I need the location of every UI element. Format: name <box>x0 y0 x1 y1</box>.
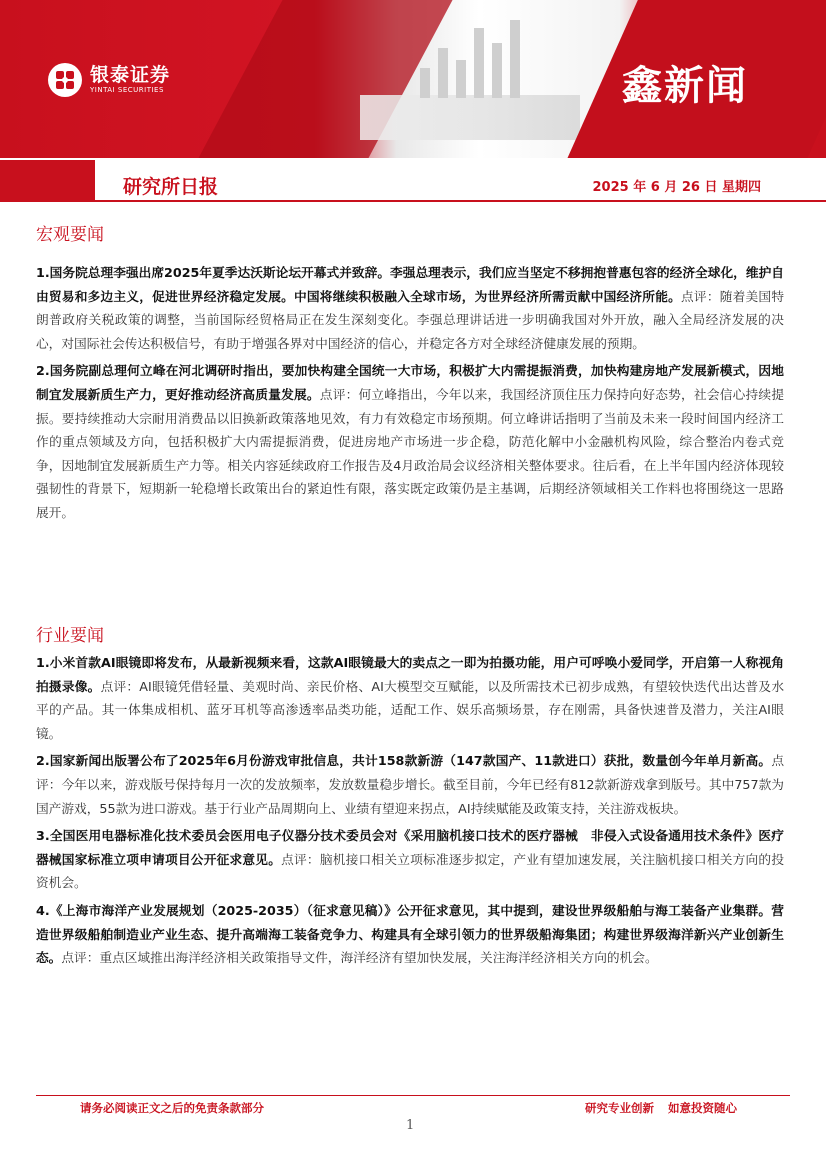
company-logo <box>48 63 170 97</box>
report-strip <box>0 160 826 202</box>
comment-label: 点评： <box>100 678 140 694</box>
news-item <box>36 899 784 970</box>
comment-label: 点评： <box>36 753 784 792</box>
news-headline: 2.国家新闻出版署公布了2025年6月份游戏审批信息，共计158款新游（147款国产、11款进口）获批，数量创今年单月新高。 <box>36 753 772 769</box>
logo-name-cn: 银泰证券 <box>90 64 171 86</box>
news-item <box>36 651 784 745</box>
comment-text: 随着美国特朗普政府关税政策的调整，当前国际经贸格局正在发生深刻变化。李强总理讲话进一步明确我国对外开放，融入全局经济发展的决心，对国际社会传达积极信号，有助于增强各界对中国经济的信心，并稳定各方对全球经济健康发展的预期。 <box>36 288 785 351</box>
brand-title: 鑫新闻 <box>622 63 748 109</box>
banner-bar-graphic <box>420 18 570 98</box>
news-headline: 3.全国医用电器标准化技术委员会医用电子仪器分技术委员会对《采用脑机接口技术的医疗器械 非侵入式设备通用技术条件》医疗器械国家标准立项申请项目公开征求意见。 <box>36 828 784 867</box>
comment-label: 点评： <box>281 851 320 867</box>
comment-text: 重点区域推出海洋经济相关政策指导文件，海洋经济有望加快发展，关注海洋经济相关方向的机会。 <box>99 950 658 966</box>
logo-mark-icon <box>48 63 82 97</box>
comment-label: 点评： <box>681 288 720 304</box>
news-item <box>36 824 784 895</box>
page-number: 1 <box>406 1118 415 1133</box>
news-headline: 4.《上海市海洋产业发展规划（2025-2035）（征求意见稿）》公开征求意见，其中提到，建设世界级船舶与海工装备产业集群。营造世界级船舶制造业产业生态、提升高端海工装备竞争力、构建具有全球引领力的世界级船海集团；构建世界级海洋新兴产业创新生态。 <box>36 902 784 966</box>
comment-label: 点评： <box>319 386 359 402</box>
strip-red-tab <box>0 160 95 202</box>
news-item <box>36 261 784 355</box>
comment-text: 脑机接口相关立项标准逐步拟定，产业有望加速发展，关注脑机接口相关方向的投资机会。 <box>36 851 785 891</box>
footer-slogan: 研究专业创新 如意投资随心 <box>585 1101 738 1115</box>
comment-text: 何立峰指出，今年以来，我国经济顶住压力保持向好态势，社会信心持续提振。要持续推动大宗耐用消费品以旧换新政策落地见效，有力有效稳定市场预期。何立峰讲话指明了当前及未来一段时间国内经济工作的重点领域及方向，包括积极扩大内需提振消费，促进房地产市场进一步企稳，防范化解中小金融机构风险，综合整治内卷式竞争，因地制宜发展新质生产力等。相关内容延续政府工作报告及4月政治局会议经济相关整体要求。往后看，在上半年国内经济体现较强韧性的背景下，短期新一轮稳增长政策出台的紧迫性有限，落实既定政策仍是主基调，后期经济领域相关工作料也将围绕这一思路展开。 <box>36 386 785 520</box>
industry-news-list <box>36 651 784 974</box>
comment-text: 今年以来，游戏版号保持每月一次的发放频率，发放数量稳步增长。截至目前，今年已经有812款新游戏拿到版号。其中757款为国产游戏，55款为进口游戏。基于行业产品周期向上、业绩有望迎来拐点，AI持续赋能及政策支持，关注游戏板块。 <box>36 776 784 816</box>
news-headline: 2.国务院副总理何立峰在河北调研时指出，要加快构建全国统一大市场，积极扩大内需提振消费，加快构建房地产发展新模式，因地制宜发展新质生产力，更好推动经济高质量发展。 <box>36 363 784 402</box>
footer-divider <box>36 1095 790 1096</box>
section-title-industry: 行业要闻 <box>36 626 104 646</box>
news-headline: 1.国务院总理李强出席2025年夏季达沃斯论坛开幕式并致辞。李强总理表示，我们应当坚定不移拥抱普惠包容的经济全球化，维护自由贸易和多边主义，促进世界经济稳定发展。中国将继续积极融入全球市场，为世界经济所需贡献中国经济所能。 <box>36 265 784 304</box>
report-name: 研究所日报 <box>123 176 219 198</box>
comment-text: AI眼镜凭借轻量、美观时尚、亲民价格、AI大模型交互赋能，以及所需技术已初步成熟，有望较快迭代出达普及水平的产品。其一体集成相机、蓝牙耳机等高渗透率品类功能，适配工作、娱乐高频场景，存在刚需，具备快速普及潜力，关注AI眼镜。 <box>36 678 785 741</box>
section-title-macro: 宏观要闻 <box>36 225 104 245</box>
footer-disclaimer: 请务必阅读正文之后的免责条款部分 <box>80 1101 264 1115</box>
strip-divider <box>95 200 826 202</box>
banner-decoration-center <box>360 95 580 140</box>
news-item <box>36 749 784 820</box>
report-date: 2025 年 6 月 26 日 星期四 <box>592 180 761 195</box>
macro-news-list <box>36 261 784 529</box>
news-item <box>36 359 784 524</box>
header-banner <box>0 0 826 158</box>
comment-label: 点评： <box>61 950 100 966</box>
logo-name-en: YINTAI SECURITIES <box>90 86 164 94</box>
news-headline: 1.小米首款AI眼镜即将发布，从最新视频来看，这款AI眼镜最大的卖点之一即为拍摄功能，用户可呼唤小爱同学，开启第一人称视角拍摄录像。 <box>36 655 784 694</box>
